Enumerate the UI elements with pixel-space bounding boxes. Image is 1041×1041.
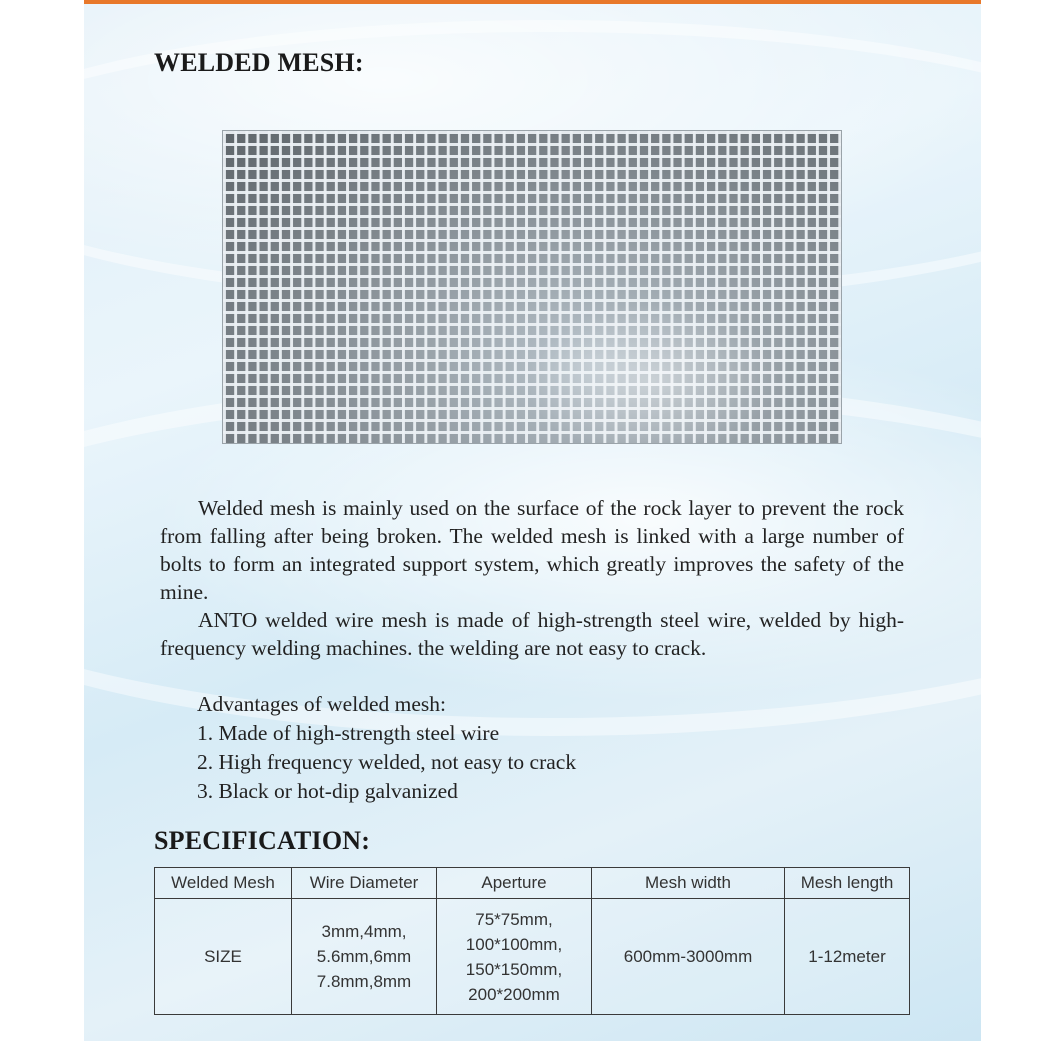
- size-label-cell: SIZE: [155, 899, 292, 1015]
- wire-diameter-value: 7.8mm,8mm: [316, 972, 412, 991]
- wire-diameter-value: 3mm,4mm,: [321, 922, 407, 941]
- description-paragraph: Welded mesh is mainly used on the surface of the rock layer to prevent the rock from falling after being broken. The welded mesh is linked with a large number of bolts to form an integrated support system, which greatly improves the safety of the mine.: [160, 496, 904, 604]
- section-title-welded-mesh: WELDED MESH:: [154, 48, 364, 77]
- column-header: Aperture: [437, 868, 592, 899]
- advantages-title: Advantages of welded mesh:: [197, 692, 446, 716]
- advantage-item: 3. Black or hot-dip galvanized: [197, 779, 458, 803]
- advantages-list: [197, 690, 576, 806]
- section-title-specification: SPECIFICATION:: [154, 826, 371, 855]
- table-header-row: [155, 868, 910, 899]
- top-accent-rule: [84, 0, 981, 4]
- mesh-length-cell: 1-12meter: [785, 899, 910, 1015]
- advantage-item: 2. High frequency welded, not easy to crack: [197, 750, 577, 774]
- column-header: Mesh length: [785, 868, 910, 899]
- specification-table: [154, 867, 910, 1015]
- advantage-item: 1. Made of high-strength steel wire: [197, 721, 500, 745]
- aperture-value: 200*200mm: [468, 984, 560, 1004]
- aperture-value: 100*100mm,: [465, 934, 563, 954]
- welded-mesh-panel-photo: [223, 131, 841, 443]
- brochure-page: [84, 0, 981, 1041]
- aperture-value: 150*150mm,: [465, 959, 563, 979]
- wire-diameter-value: 5.6mm,6mm: [316, 947, 412, 966]
- wire-diameter-cell: [292, 899, 437, 1015]
- aperture-value: 75*75mm,: [475, 909, 553, 929]
- aperture-cell: [437, 899, 592, 1015]
- column-header: Mesh width: [592, 868, 785, 899]
- column-header: Welded Mesh: [155, 868, 292, 899]
- table-row: [155, 899, 910, 1015]
- mesh-width-cell: 600mm-3000mm: [592, 899, 785, 1015]
- column-header: Wire Diameter: [292, 868, 437, 899]
- description-paragraph: ANTO welded wire mesh is made of high-strength steel wire, welded by high-frequency welding machines. the welding are not easy to crack.: [160, 608, 904, 660]
